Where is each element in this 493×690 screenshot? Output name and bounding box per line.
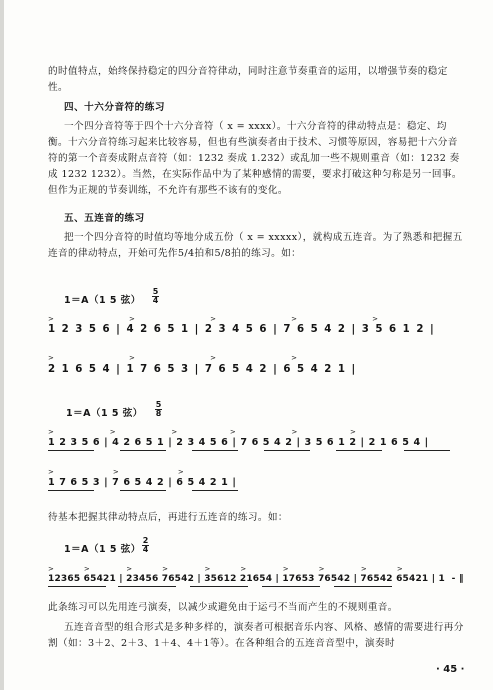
example3-time-signature: 2 4 [142,536,149,554]
example2-row1-beam [192,450,238,451]
example3-row1-beam [118,586,176,587]
example3-row1-beam [48,586,106,587]
paragraph-quintuplet-combinations: 五连音音型的组合形式是多种多样的，演奏者可根据音乐内容、风格、感情的需要进行再分割（如：3＋2、2＋3、1＋4、4＋1等）。在各种组合的五连音音型中，演奏时 [48,622,464,649]
page-binding-edge [0,0,4,690]
example2-row1-notes: 1 2 3 5 6 | 4 2 6 5 1 | 2 3 4 5 6 | 7 6 5 4 2 | 3 5 6 1 2 | 2 1 6 5 4 | [48,437,429,448]
example2-row1-beam [120,450,166,451]
example3-row1-beam [262,586,320,587]
example1-time-signature: 5 4 [152,287,159,305]
example1-row1-notes: 1 2 3 5 6 | 4 2 6 5 1 | 2 3 4 5 6 | 7 6 5 4 2 | 3 5 6 1 2 | [48,324,436,335]
example2-row1-beam [336,450,382,451]
paragraph-sixteenth-notes: 一个四分音符等于四个十六分音符（ x = xxxx）。十六分音符的律动特点是：稳定、均衡。十六分音符练习起来比较容易，但也有些演奏者由于技术、习惯等原因，容易把十六分音符的第一个音奏成附点音符（如：1232 奏成 1.232）或乱加一些不规则重音（如：1232 奏成 1232 1232）。当然，在实际作品中为了某种感情的需要，要求打破这种匀称是另一回事。但作为正规的节奏训练，不允许有那些不该有的变化。 [48,121,462,196]
heading-quintuplets: 五、五连音的练习 [64,213,145,224]
heading-sixteenth-notes: 四、十六分音符的练习 [64,102,165,113]
example1-key-signature: 1＝A（1 5 弦） [64,295,141,306]
paragraph-legato-bowing: 此条练习可以先用连弓演奏，以减少或避免由于运弓不当而产生的不规则重音。 [48,602,398,613]
example1-row1-accents: > > > > > [48,315,380,323]
paragraph-grasp-rhythm: 待基本把握其律动特点后，再进行五连音的练习。如： [48,512,288,523]
example1-row2-notes: 2 1 6 5 4 | 1 7 6 5 3 | 7 6 5 4 2 | 6 5 4 2 1 | [48,364,357,375]
example3-row1-beam [334,586,392,587]
example2-row2-beam [120,490,166,491]
example3-row1-beam [190,586,248,587]
example2-row2-notes: 1 7 6 5 3 | 7 6 5 4 2 | 6 5 4 2 1 | [48,477,237,488]
paragraph-quintuplets-intro: 把一个四分音符的时值均等地分成五份（ x = xxxxx），就构成五连音。为了熟悉和把握五连音的律动特点，开始可先作5/4拍和5/8拍的练习。如： [48,232,463,259]
example2-row2-beam [192,490,238,491]
example2-row1-beam [404,450,450,451]
paragraph-rhythm-intro: 的时值特点，始终保持稳定的四分音符律动，同时注意节奏重音的运用，以增强节奏的稳定性。 [48,66,448,93]
example2-row1-beam [264,450,310,451]
example2-row1-accents: > > > > > > [48,428,357,436]
example2-row2-accents: > > > [48,468,185,476]
example2-row1-beam [48,450,94,451]
example2-row2-beam [48,490,94,491]
example3-row1-notes: 12365 65421 | 23456 76542 | 35612 21654 | 17653 76542 | 76542 65421 | 1 - ‖ [48,574,464,584]
example2-time-signature: 5 8 [155,400,162,418]
page-number: · 45 · [436,664,465,675]
example3-key-signature: 1＝A（1 5 弦） [64,544,141,555]
example3-row1-accents: > > > > > > > > > > [48,565,404,573]
example1-row2-accents: > > > > [48,354,298,362]
example2-key-signature: 1＝A（1 5 弦） [66,408,143,419]
